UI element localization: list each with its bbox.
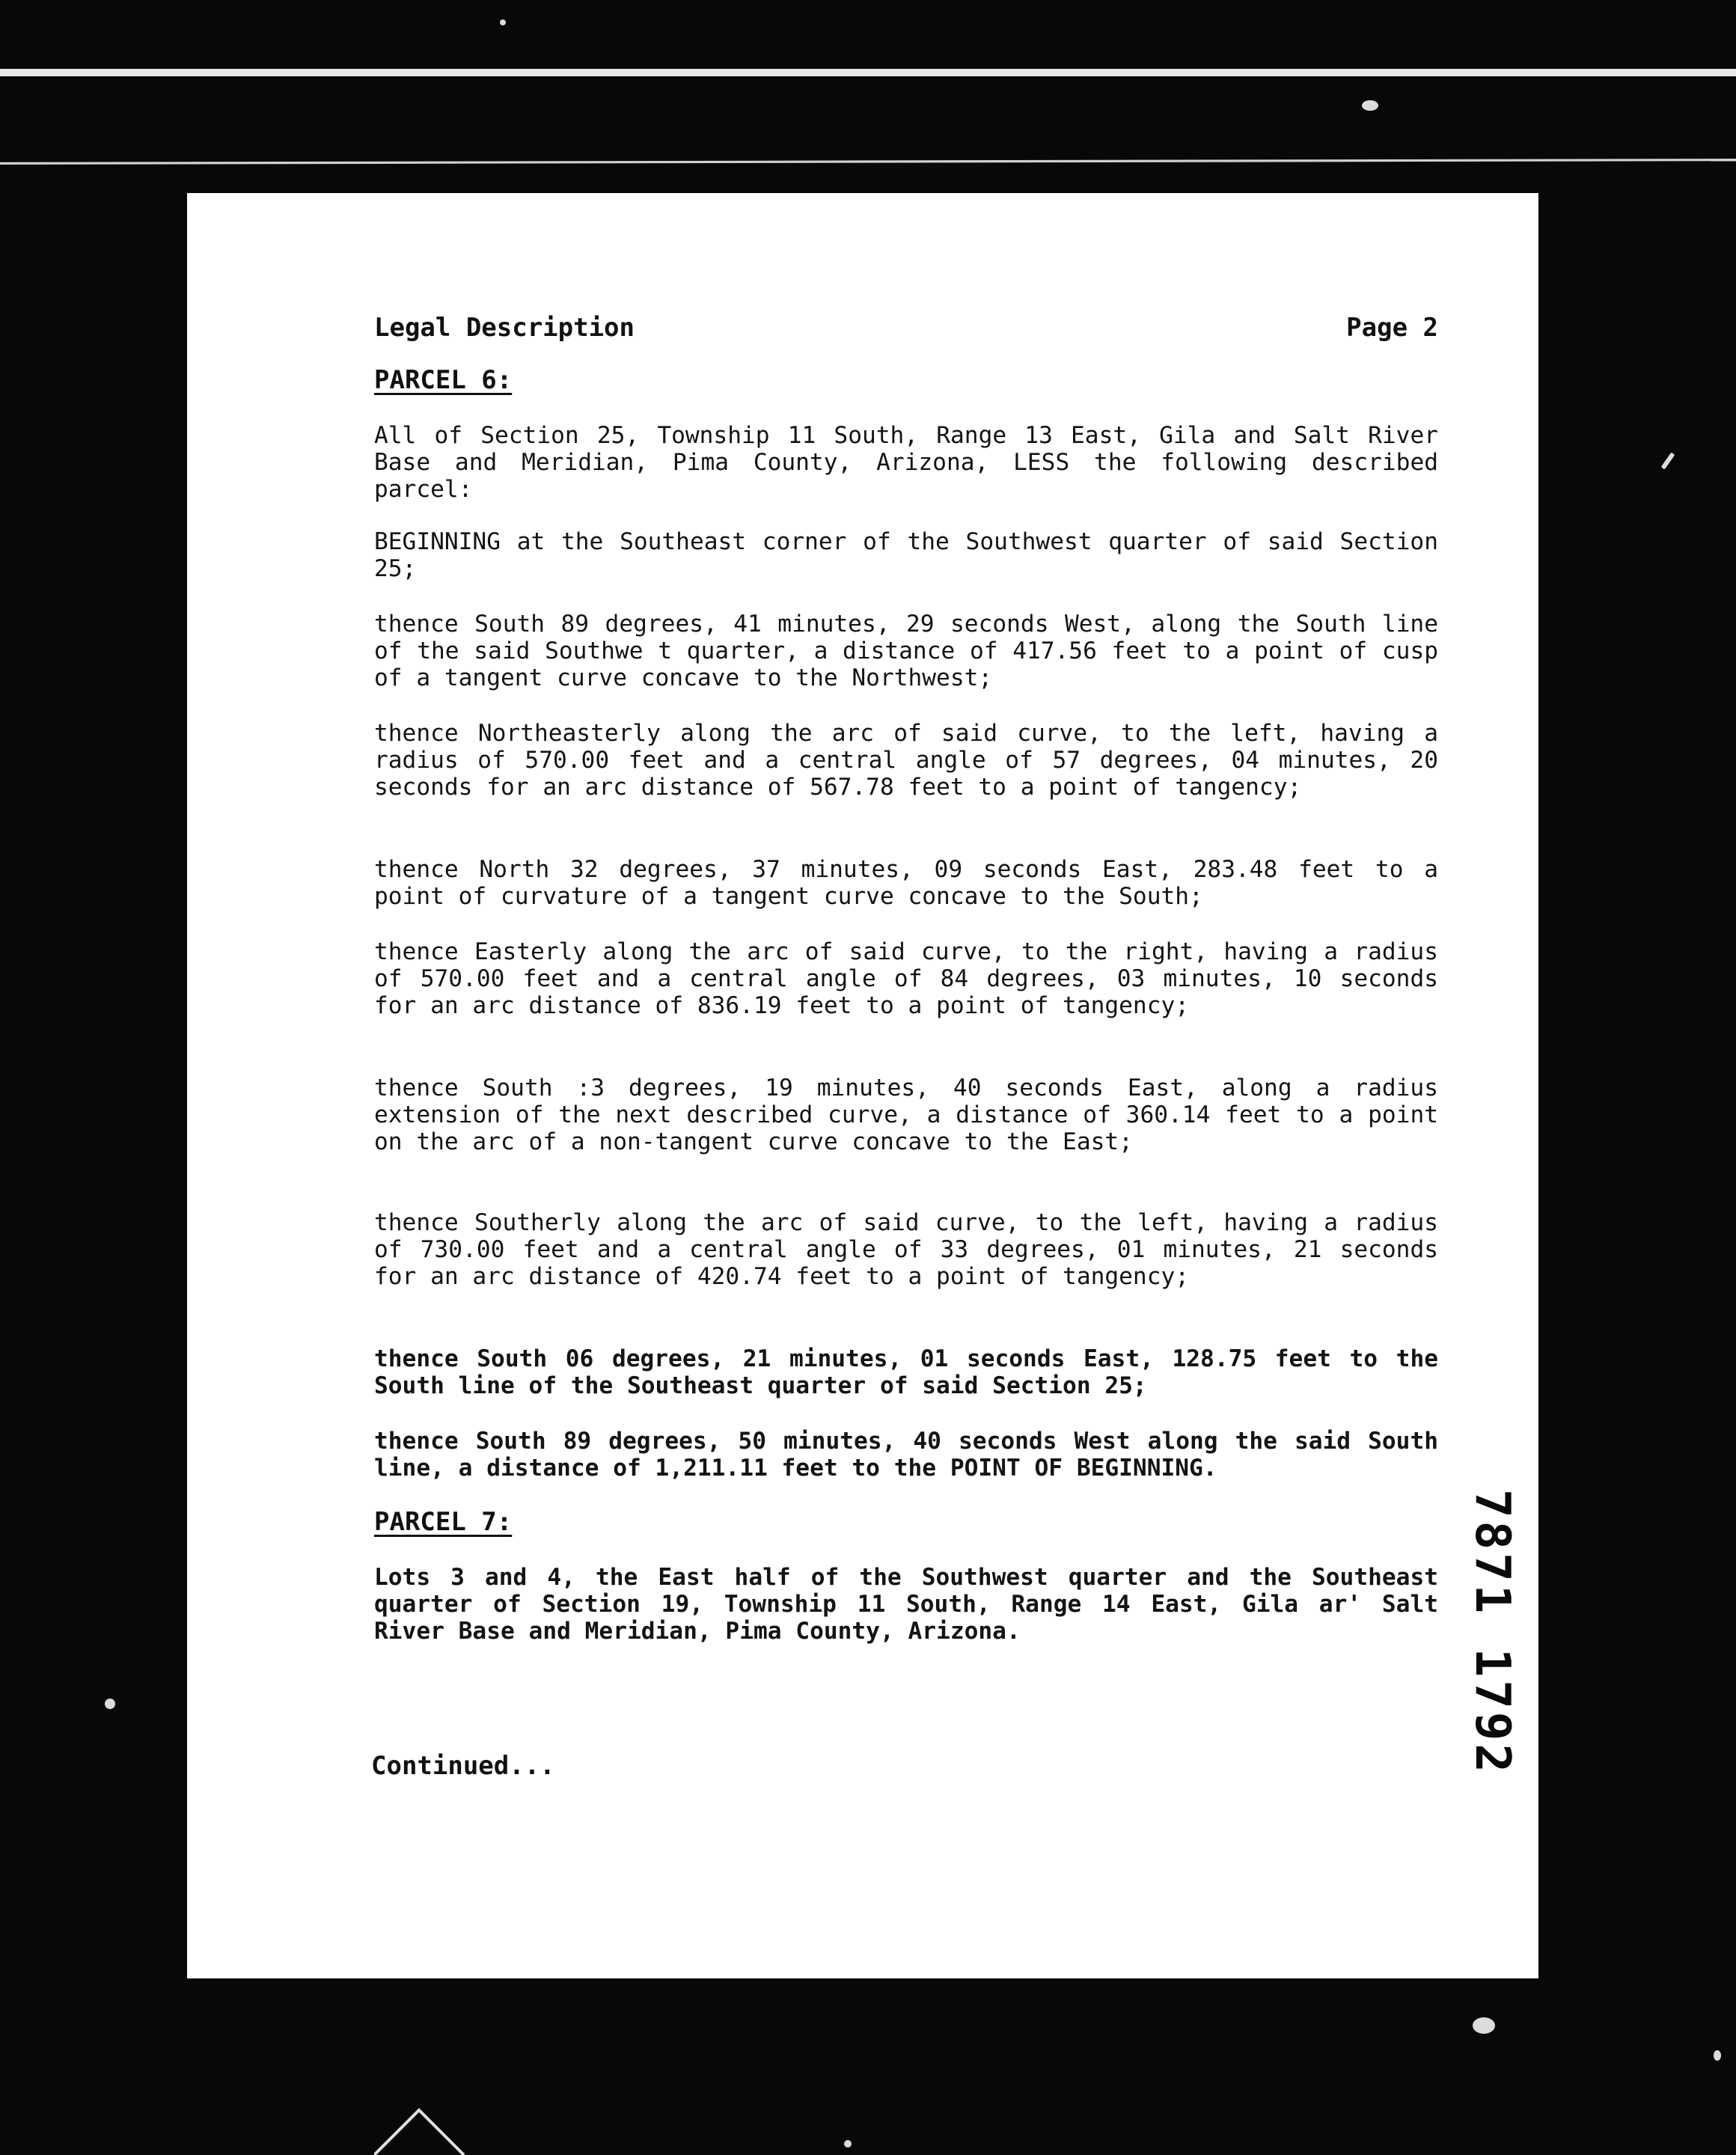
scan-speck bbox=[1362, 100, 1378, 111]
scan-speck bbox=[500, 19, 506, 25]
paragraph: Lots 3 and 4, the East half of the Southwest quarter and the Southeast quarter of Section 19, Township 11 South, Range 14 East, Gila ar' Salt River Base and Meridian, Pima County, Arizona. bbox=[374, 1564, 1438, 1645]
scan-speck bbox=[844, 2140, 852, 2148]
paragraph: thence South 89 degrees, 50 minutes, 40 seconds West along the said South line, a distance of 1,211.11 feet to the POINT OF BEGINNING. bbox=[374, 1428, 1438, 1482]
paragraph: thence Southerly along the arc of said curve, to the left, having a radius of 730.00 feet and a central angle of 33 degrees, 01 minutes, 21 seconds for an arc distance of 420.74 feet to a point of tangency; bbox=[374, 1209, 1438, 1290]
paragraph: thence Easterly along the arc of said curve, to the right, having a radius of 570.00 feet and a central angle of 84 degrees, 03 minutes, 10 seconds for an arc distance of 836.19 feet to a point of tangency; bbox=[374, 938, 1438, 1019]
recording-stamp bbox=[1456, 1489, 1523, 1803]
paragraph: All of Section 25, Township 11 South, Range 13 East, Gila and Salt River Base and Meridian, Pima County, Arizona, LESS the following described parcel: bbox=[374, 422, 1438, 503]
scan-speck bbox=[105, 1699, 115, 1709]
scan-speck bbox=[1714, 2050, 1721, 2061]
recording-number: 7871 1792 bbox=[1464, 1489, 1520, 1776]
scan-edge-streak bbox=[0, 69, 1736, 76]
paragraph: thence Northeasterly along the arc of said curve, to the left, having a radius of 570.00 feet and a central angle of 57 degrees, 04 minutes, 20 seconds for an arc distance of 567.78 feet to a point of tangency; bbox=[374, 720, 1438, 801]
paragraph: thence South 89 degrees, 41 minutes, 29 seconds West, along the South line of the said Southwe t quarter, a distance of 417.56 feet to a point of cusp of a tangent curve concave to the Northwest; bbox=[374, 611, 1438, 691]
paragraph: thence North 32 degrees, 37 minutes, 09 seconds East, 283.48 feet to a point of curvature of a tangent curve concave to the South; bbox=[374, 856, 1438, 910]
header-title: Legal Description bbox=[374, 313, 635, 343]
paragraph: BEGINNING at the Southeast corner of the Southwest quarter of said Section 25; bbox=[374, 528, 1438, 582]
scan-speck bbox=[1473, 2017, 1495, 2034]
page-number: Page 2 bbox=[1346, 313, 1438, 343]
scan-corner-mark bbox=[374, 2095, 479, 2155]
continued-note: Continued... bbox=[371, 1751, 555, 1781]
page-header bbox=[374, 313, 1438, 346]
paragraph: thence South 06 degrees, 21 minutes, 01 seconds East, 128.75 feet to the South line of the Southeast quarter of said Section 25; bbox=[374, 1345, 1438, 1399]
parcel-heading: PARCEL 7: bbox=[374, 1507, 513, 1537]
parcel-heading: PARCEL 6: bbox=[374, 365, 513, 395]
paragraph: thence South :3 degrees, 19 minutes, 40 seconds East, along a radius extension of the next described curve, a distance of 360.14 feet to a point on the arc of a non-tangent curve concave to the East; bbox=[374, 1075, 1438, 1155]
